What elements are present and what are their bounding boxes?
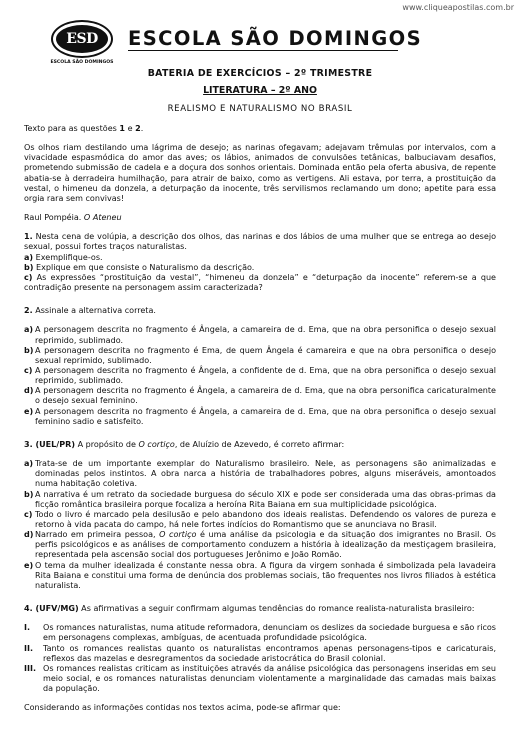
statement-text: Tanto os romances realistas quanto os naturalistas encontramos apenas personagens-tipos e caricaturais, reflexos das mazelas e desregramentos da sociedade aristocrática do Brasil colonial. [43,643,496,663]
excerpt-paragraph: Os olhos riam destilando uma lágrima de desejo; as narinas ofegavam; adejavam trêmulas por intervalos, com a vivacidade espasmódica do amor das aves; os lábios, animados de convulsões tetânicas, balbuciavam desafios, prometendo submissão de cadela e a doçura dos sonhos orientais. Dominada então pela oferta abusiva, de repente abatia-se à derradeira humilhação, para atrair de baixo, como as vertigens. Ali estava, por terra, a prostituição da vestal, o himeneu da donzela, a deturpação da inocente, três servilismos reclamando um dono; apetite para essa orgia rara sem convivas! [24,143,496,203]
option-key: c) [24,365,33,375]
q1-item-b [24,263,496,273]
q2-number: 2. [24,306,33,316]
q3-stem-a: A propósito de [75,439,139,449]
option-text: A personagem descrita no fragmento é Ema, de quem Ângela é camareira e que na obra personifica o desejo sexual reprimido, sublimado. [35,345,496,365]
q1-item-key: a) [24,252,34,262]
school-logo [47,20,117,65]
option-text [35,530,496,560]
q1-item-c [24,273,496,293]
option-text: O tema da mulher idealizada é constante nessa obra. A figura da virgem sonhada é simbolizada pela lavadeira Rita Baiana e constitui uma forma de denúncia dos problemas sociais, tão frequentes nos livros filiados à estética naturalista. [35,560,496,590]
intro-suffix: . [140,124,144,133]
q4-statement-i [24,623,496,643]
q3-number: 3. (UEL/PR) [24,439,76,449]
q4-statement-ii [24,644,496,664]
q1-number: 1. [24,232,33,242]
option-text-b: é uma análise da psicologia e da situação dos imigrantes no Brasil. Os perfis psicológicos e as análises de comportamento conduzem a história à idealização da mestiçagem brasileira, representada pela ascensão social dos portugueses Jerônimo e João Romão. [35,530,496,560]
q3-option-e [24,561,496,591]
q1-stem-text: Nesta cena de volúpia, a descrição dos olhos, das narinas e dos lábios de uma mulher que se entrega ao desejo sexual, possui fortes traços naturalistas. [24,232,496,252]
statement-text: Os romances realistas criticam as instituições através da análise psicológica das personagens inseridas em seu meio social, e os romances naturalistas denunciam violentamente a marginalidade das camadas mais baixas da população. [43,663,496,694]
excerpt-source [24,213,496,223]
battery-title: BATERIA DE EXERCÍCIOS – 2º TRIMESTRE [147,68,373,79]
option-key: d) [24,386,34,396]
q1-item-key: c) [24,272,33,282]
q4-stem [24,604,496,614]
intro-q2: 2 [135,124,141,133]
option-key: e) [24,406,34,416]
option-text: Todo o livro é marcado pela desilusão e pelo abandono dos ideais realistas. Defendendo os valores de pureza e retorno à vida pacata do campo, há nele fortes indícios do Romantismo que se anunciava no Brasil. [35,509,496,529]
q2-option-b [24,346,496,366]
q3-stem [24,440,496,450]
subject-label: LITERATURA – 2º ANO [203,85,317,96]
option-text: A personagem descrita no fragmento é Ângela, a confidente de d. Ema, que na obra personifica o desejo sexual reprimido, sublimado. [35,365,496,386]
intro-line [24,124,496,134]
logo-emblem [51,20,113,58]
q3-option-b [24,490,496,510]
source-author: Raul Pompéia. [24,213,84,223]
statement-key: II. [24,643,34,653]
statement-text: Os romances naturalistas, numa atitude reformadora, denunciam os deslizes da sociedade burguesa e são ricos em personagens complexas, ambíguas, de acentuada profundidade psicológica. [43,623,496,643]
header-divider [128,50,398,51]
logo-caption: ESCOLA SÃO DOMINGOS [50,60,114,65]
q2-option-c [24,366,496,386]
q3-option-d [24,530,496,560]
logo-text: ESD [56,25,108,53]
q3-stem-b: , de Aluízio de Azevedo, é correto afirmar: [174,439,345,449]
option-text: A personagem descrita no fragmento é Ângela, a camareira de d. Ema, que na obra personifica o desejo sexual feminino sadio e satisfeito. [35,406,496,426]
intro-prefix: Texto para as questões [24,124,120,133]
q1-item-key: b) [24,262,34,272]
option-text: A personagem descrita no fragmento é Ângela, a camareira de d. Ema, que na obra personifica caricaturalmente o desejo sexual feminino. [35,386,496,406]
q2-option-e [24,407,496,427]
statement-key: I. [24,623,31,633]
q4-statement-iii [24,664,496,694]
intro-mid: e [125,124,136,133]
option-key: d) [24,530,34,540]
option-text-a: Narrado em primeira pessoa, [35,530,160,540]
q2-option-a [24,325,496,345]
option-key: c) [24,509,33,519]
q3-option-c [24,510,496,530]
school-name: ESCOLA SÃO DOMINGOS [128,27,423,50]
q1-item-a [24,253,496,263]
q1-item-text: Exemplifique-os. [33,252,103,262]
q3-stem-work: O cortiço [138,439,175,449]
option-key: b) [24,345,34,355]
option-key: b) [24,489,34,499]
q4-stem-text: As afirmativas a seguir confirmam algumas tendências do romance realista-naturalista brasileiro: [78,604,475,614]
q1-item-text: As expressões “prostituição da vestal”, “himeneu da donzela” e “deturpação da inocente” referem-se a que contradição presente na personagem assim caracterizada? [24,272,496,293]
option-text: A narrativa é um retrato da sociedade burguesa do século XIX e pode ser considerada uma das obras-primas da ficção romântica brasileira porque focaliza a heroína Rita Baiana em sua multiplicidade psicológica. [35,489,496,509]
q3-option-a [24,459,496,489]
option-text-work: O cortiço [159,530,197,540]
q4-closing: Considerando as informações contidas nos textos acima, pode-se afirmar que: [24,703,341,713]
q2-option-d [24,386,496,406]
option-key: a) [24,325,34,335]
q1-item-text: Explique em que consiste o Naturalismo da descrição. [33,262,255,272]
intro-q1: 1 [119,124,126,133]
option-text: A personagem descrita no fragmento é Ângela, a camareira de d. Ema, que na obra personifica o desejo sexual reprimido, sublimado. [35,325,496,345]
q2-stem-text: Assinale a alternativa correta. [32,306,156,316]
source-work: O Ateneu [83,213,122,223]
q4-number: 4. (UFV/MG) [24,604,79,614]
q1-stem [24,232,496,252]
statement-key: III. [24,663,37,673]
q2-stem [24,306,496,316]
topic-title: REALISMO E NATURALISMO NO BRASIL [167,104,353,114]
document-body [24,124,496,714]
option-key: a) [24,459,34,469]
site-url[interactable]: www.cliqueapostilas.com.br [402,3,514,12]
option-text: Trata-se de um importante exemplar do Naturalismo brasileiro. Nele, as personagens são animalizadas e dominadas pelos instintos. A obra narca a história de trabalhadores pobres, alguns miseráveis, amontoados numa habitação coletiva. [35,459,496,489]
subject-title [24,85,496,96]
option-key: e) [24,560,34,570]
